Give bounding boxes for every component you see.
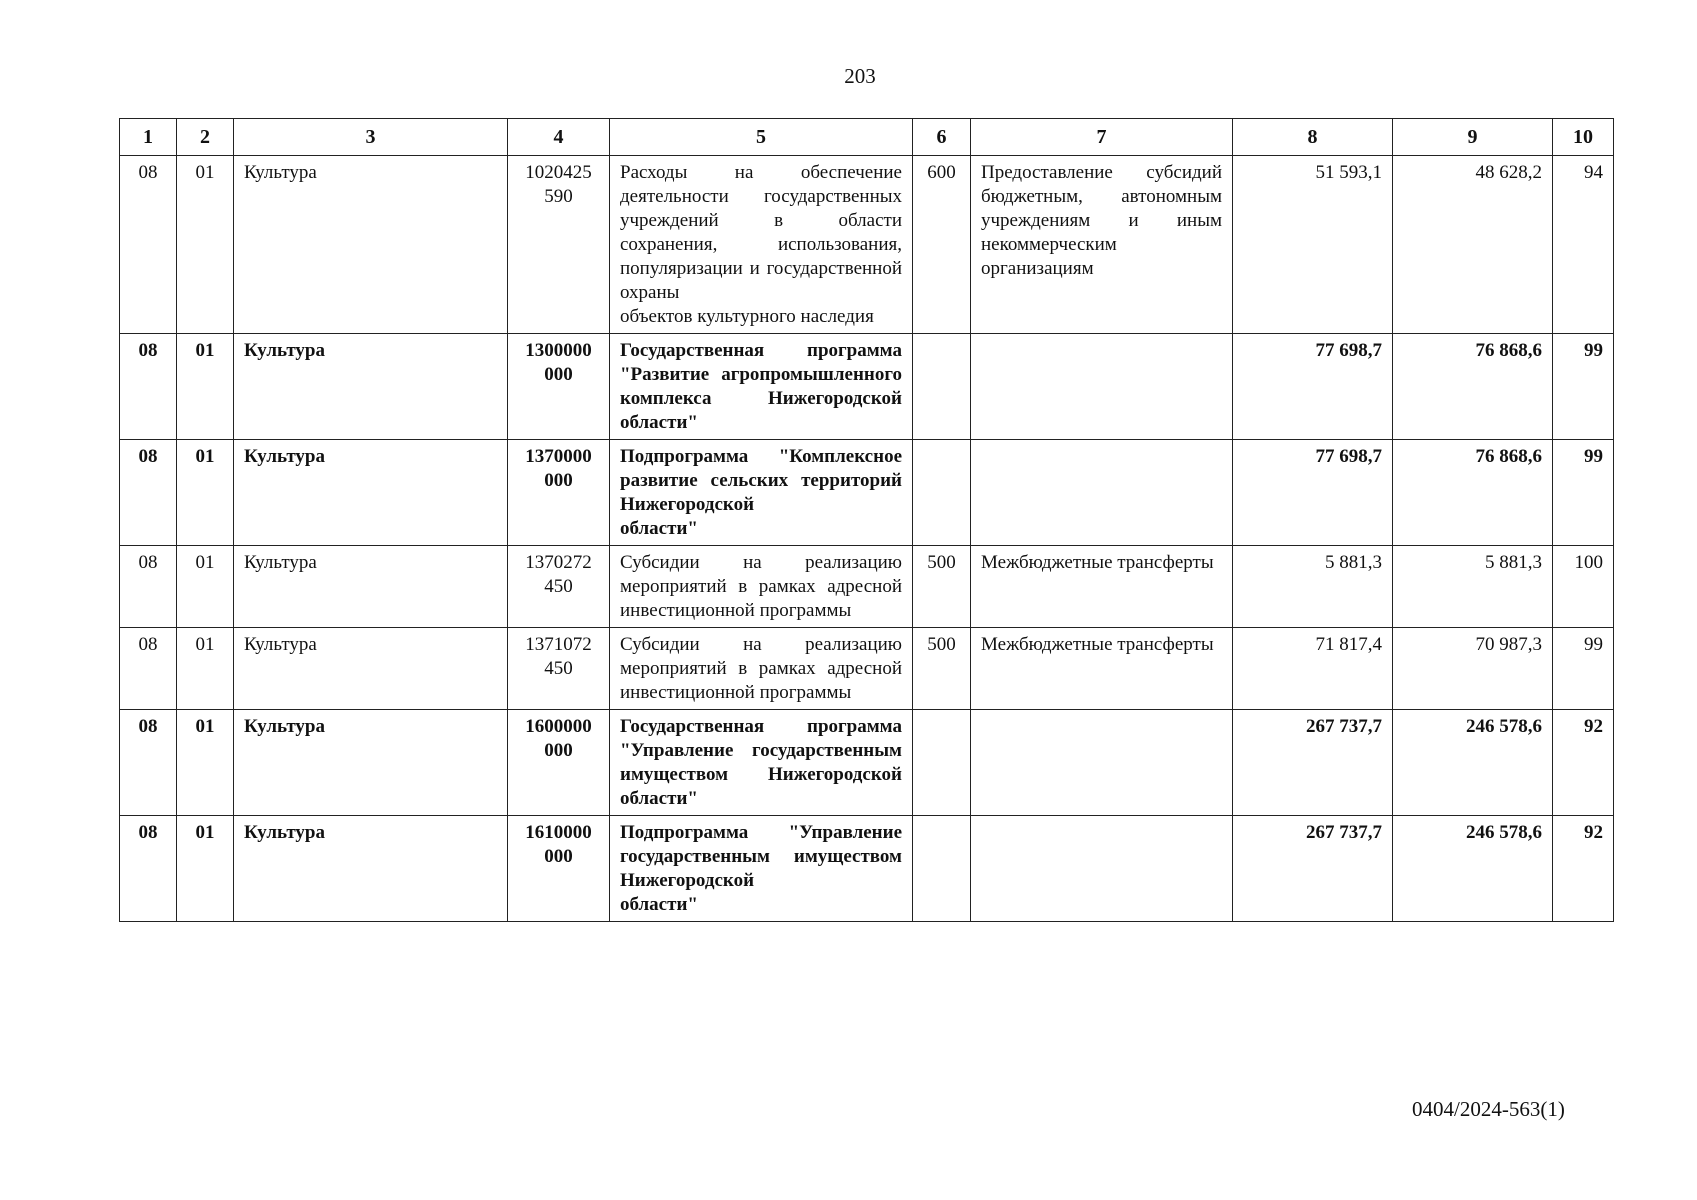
table-row: [120, 816, 1614, 922]
cell-expense-type: [913, 816, 971, 922]
cell-section: [120, 628, 177, 710]
target-code-part2: 000: [544, 740, 573, 761]
cell-actual-amount: [1393, 156, 1553, 334]
cell-planned-amount: [1233, 440, 1393, 546]
cell-section: [120, 710, 177, 816]
cell-target-code: [508, 546, 610, 628]
expense-type-line: учреждениям и иным: [981, 210, 1222, 231]
subsection-name: Культура: [244, 634, 317, 655]
cell-expense-type-name: [971, 628, 1233, 710]
expense-name-line: Субсидии на реализацию: [620, 634, 902, 655]
planned-amount: 5 881,3: [1325, 552, 1382, 573]
cell-subsection-name: [234, 334, 508, 440]
expense-name-line: области": [620, 788, 698, 809]
table-row: [120, 710, 1614, 816]
header-col-1: 1: [120, 119, 177, 156]
subsection-name: Культура: [244, 446, 325, 467]
subsection-name: Культура: [244, 340, 325, 361]
expense-name-line: Подпрограмма "Комплексное: [620, 446, 902, 467]
cell-subsection: [177, 156, 234, 334]
expense-name-line: Подпрограмма "Управление: [620, 822, 902, 843]
cell-subsection: [177, 710, 234, 816]
cell-execution-percent: [1553, 628, 1614, 710]
expense-type-line: бюджетным, автономным: [981, 186, 1222, 207]
expense-name-line: "Развитие: [620, 364, 710, 385]
planned-amount: 77 698,7: [1315, 340, 1382, 361]
expense-name-line: объектов культурного наследия: [620, 306, 874, 327]
cell-subsection-name: [234, 156, 508, 334]
section-code: 08: [138, 634, 158, 655]
cell-expense-name: [610, 628, 913, 710]
expense-type-code: 500: [927, 552, 956, 573]
target-code-part2: 000: [544, 470, 573, 491]
subsection-name: Культура: [244, 162, 317, 183]
header-col-10: 10: [1553, 119, 1614, 156]
expense-type-code: 500: [927, 634, 956, 655]
cell-expense-type-name: [971, 546, 1233, 628]
cell-expense-type: [913, 546, 971, 628]
subsection-code: 01: [195, 162, 215, 183]
cell-subsection: [177, 546, 234, 628]
actual-amount: 48 628,2: [1475, 162, 1542, 183]
header-col-7: 7: [971, 119, 1233, 156]
expense-name-line: развитие сельских: [620, 470, 789, 491]
page-number: 203: [844, 64, 876, 88]
cell-expense-name: [610, 816, 913, 922]
expense-name-line: Расходы на обеспечение: [620, 162, 902, 183]
cell-expense-type-name: [971, 710, 1233, 816]
header-col-4: 4: [508, 119, 610, 156]
actual-amount: 5 881,3: [1485, 552, 1542, 573]
cell-actual-amount: [1393, 816, 1553, 922]
subsection-name: Культура: [244, 552, 317, 573]
expense-name-line: имуществом Нижегородской: [620, 846, 902, 891]
cell-execution-percent: [1553, 816, 1614, 922]
cell-target-code: [508, 156, 610, 334]
header-col-9: 9: [1393, 119, 1553, 156]
target-code-part1: 1300000: [525, 340, 592, 361]
target-code-part1: 1610000: [525, 822, 592, 843]
execution-percent: 92: [1584, 716, 1603, 737]
expense-name-line: сохранения, использования,: [620, 234, 902, 255]
header-row: [120, 119, 1614, 156]
section-code: 08: [138, 552, 158, 573]
expense-name-line: области": [620, 518, 698, 539]
cell-execution-percent: [1553, 440, 1614, 546]
planned-amount: 77 698,7: [1315, 446, 1382, 467]
cell-execution-percent: [1553, 710, 1614, 816]
cell-expense-type-name: [971, 334, 1233, 440]
expense-name-line: популяризации и: [620, 258, 760, 279]
subsection-code: 01: [195, 552, 215, 573]
table-row: [120, 546, 1614, 628]
target-code-part1: 1371072: [525, 634, 592, 655]
expense-name-line: агропромышленного: [721, 364, 902, 385]
cell-subsection-name: [234, 710, 508, 816]
execution-percent: 99: [1584, 634, 1603, 655]
expense-name-line: учреждений в области: [620, 210, 902, 231]
target-code-part2: 590: [544, 186, 573, 207]
planned-amount: 267 737,7: [1306, 822, 1382, 843]
planned-amount: 267 737,7: [1306, 716, 1382, 737]
section-code: 08: [138, 340, 158, 361]
execution-percent: 100: [1574, 552, 1603, 573]
expense-type-line: Предоставление субсидий: [981, 162, 1222, 183]
target-code-part1: 1020425: [525, 162, 592, 183]
cell-expense-name: [610, 710, 913, 816]
planned-amount: 51 593,1: [1315, 162, 1382, 183]
cell-planned-amount: [1233, 816, 1393, 922]
expense-type-line: некоммерческим организациям: [981, 234, 1117, 279]
cell-subsection: [177, 816, 234, 922]
cell-actual-amount: [1393, 440, 1553, 546]
expense-name-line: Субсидии на реализацию: [620, 552, 902, 573]
actual-amount: 246 578,6: [1466, 716, 1542, 737]
target-code-part1: 1370272: [525, 552, 592, 573]
cell-subsection-name: [234, 546, 508, 628]
subsection-code: 01: [195, 634, 215, 655]
expense-name-line: инвестиционной программы: [620, 682, 852, 703]
table-row: [120, 334, 1614, 440]
cell-subsection-name: [234, 628, 508, 710]
actual-amount: 246 578,6: [1466, 822, 1542, 843]
expense-name-line: государственным: [620, 846, 770, 867]
actual-amount: 76 868,6: [1475, 446, 1542, 467]
section-code: 08: [138, 446, 158, 467]
cell-subsection: [177, 628, 234, 710]
cell-execution-percent: [1553, 334, 1614, 440]
cell-target-code: [508, 440, 610, 546]
cell-expense-type-name: [971, 156, 1233, 334]
cell-expense-type-name: [971, 440, 1233, 546]
expense-name-line: имуществом Нижегородской: [620, 764, 902, 785]
table-row: [120, 156, 1614, 334]
table-row: [120, 440, 1614, 546]
actual-amount: 76 868,6: [1475, 340, 1542, 361]
expense-name-line: комплекса Нижегородской: [620, 388, 902, 409]
cell-planned-amount: [1233, 334, 1393, 440]
expense-name-line: территорий Нижегородской: [620, 470, 902, 515]
target-code-part2: 450: [544, 658, 573, 679]
cell-section: [120, 816, 177, 922]
target-code-part2: 450: [544, 576, 573, 597]
cell-actual-amount: [1393, 628, 1553, 710]
subsection-code: 01: [195, 446, 215, 467]
cell-planned-amount: [1233, 628, 1393, 710]
cell-expense-type-name: [971, 816, 1233, 922]
cell-expense-type: [913, 628, 971, 710]
cell-expense-type: [913, 710, 971, 816]
header-col-5: 5: [610, 119, 913, 156]
target-code-part2: 000: [544, 364, 573, 385]
section-code: 08: [138, 162, 158, 183]
section-code: 08: [138, 716, 158, 737]
cell-expense-name: [610, 156, 913, 334]
cell-actual-amount: [1393, 334, 1553, 440]
cell-target-code: [508, 710, 610, 816]
planned-amount: 71 817,4: [1315, 634, 1382, 655]
section-code: 08: [138, 822, 158, 843]
actual-amount: 70 987,3: [1475, 634, 1542, 655]
budget-table: [119, 118, 1614, 922]
cell-section: [120, 546, 177, 628]
cell-actual-amount: [1393, 710, 1553, 816]
cell-section: [120, 156, 177, 334]
expense-type-line: Межбюджетные трансферты: [981, 634, 1214, 655]
cell-subsection: [177, 334, 234, 440]
header-col-8: 8: [1233, 119, 1393, 156]
execution-percent: 99: [1584, 446, 1603, 467]
target-code-part1: 1600000: [525, 716, 592, 737]
cell-expense-type: [913, 440, 971, 546]
expense-name-line: инвестиционной программы: [620, 600, 852, 621]
expense-name-line: Государственная программа: [620, 340, 902, 361]
cell-target-code: [508, 816, 610, 922]
cell-section: [120, 440, 177, 546]
cell-expense-type: [913, 156, 971, 334]
header-col-3: 3: [234, 119, 508, 156]
cell-expense-name: [610, 546, 913, 628]
expense-name-line: области": [620, 894, 698, 915]
cell-subsection: [177, 440, 234, 546]
expense-name-line: мероприятий в рамках адресной: [620, 576, 902, 597]
cell-section: [120, 334, 177, 440]
cell-execution-percent: [1553, 156, 1614, 334]
cell-subsection-name: [234, 816, 508, 922]
cell-actual-amount: [1393, 546, 1553, 628]
expense-name-line: Государственная программа: [620, 716, 902, 737]
cell-expense-name: [610, 334, 913, 440]
cell-expense-type: [913, 334, 971, 440]
target-code-part2: 000: [544, 846, 573, 867]
execution-percent: 92: [1584, 822, 1603, 843]
cell-subsection-name: [234, 440, 508, 546]
header-col-6: 6: [913, 119, 971, 156]
cell-expense-name: [610, 440, 913, 546]
cell-execution-percent: [1553, 546, 1614, 628]
expense-type-code: 600: [927, 162, 956, 183]
subsection-name: Культура: [244, 822, 325, 843]
header-col-2: 2: [177, 119, 234, 156]
expense-name-line: "Управление: [620, 740, 734, 761]
subsection-code: 01: [195, 716, 215, 737]
cell-planned-amount: [1233, 710, 1393, 816]
cell-planned-amount: [1233, 156, 1393, 334]
subsection-name: Культура: [244, 716, 325, 737]
execution-percent: 94: [1584, 162, 1603, 183]
target-code-part1: 1370000: [525, 446, 592, 467]
document-code: 0404/2024-563(1): [1412, 1097, 1565, 1121]
expense-name-line: мероприятий в рамках адресной: [620, 658, 902, 679]
cell-target-code: [508, 334, 610, 440]
expense-name-line: государственной охраны: [620, 258, 903, 303]
expense-name-line: области": [620, 412, 698, 433]
expense-name-line: государственным: [752, 740, 902, 761]
expense-type-line: Межбюджетные трансферты: [981, 552, 1214, 573]
cell-planned-amount: [1233, 546, 1393, 628]
expense-name-line: деятельности государственных: [620, 186, 902, 207]
table-row: [120, 628, 1614, 710]
execution-percent: 99: [1584, 340, 1603, 361]
cell-target-code: [508, 628, 610, 710]
subsection-code: 01: [195, 340, 215, 361]
subsection-code: 01: [195, 822, 215, 843]
